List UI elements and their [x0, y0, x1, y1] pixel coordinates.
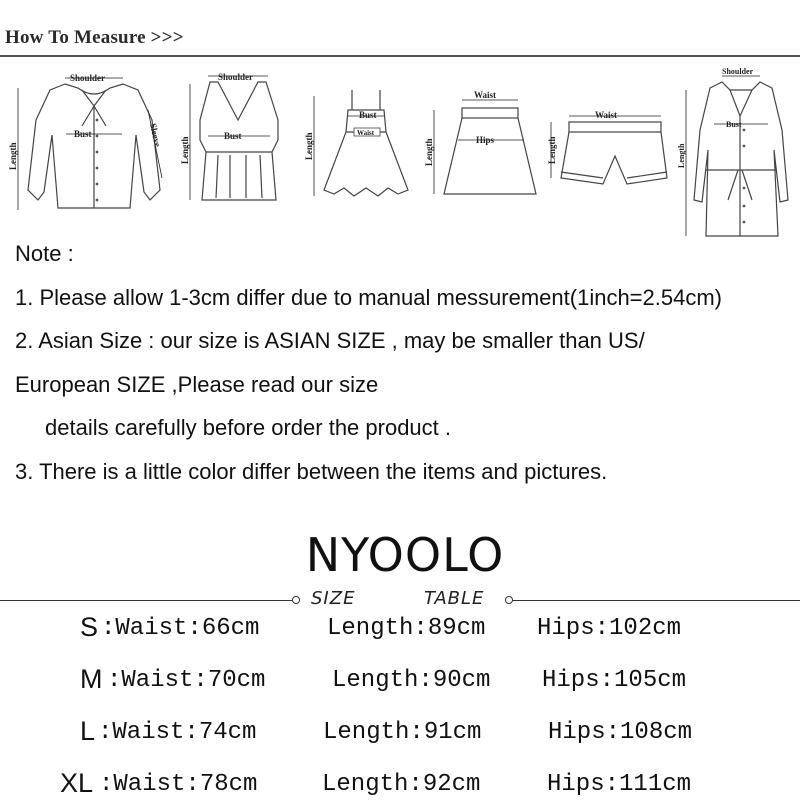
figure-dress	[304, 60, 419, 220]
size-length: Length:90cm	[332, 667, 491, 694]
note-line-4: details carefully before order the product .	[45, 415, 452, 440]
size-code: L	[80, 716, 96, 746]
blouse-illustration	[10, 60, 170, 220]
size-row-l	[0, 716, 800, 756]
vest-illustration	[178, 60, 298, 220]
size-hips: Hips:111cm	[547, 771, 692, 798]
header-divider	[0, 55, 800, 57]
figure-blouse	[10, 60, 170, 220]
figure-skirt	[424, 60, 539, 220]
size-hips: Hips:108cm	[548, 719, 693, 746]
note-line-1: 1. Please allow 1-3cm differ due to manual messurement(1inch=2.54cm)	[15, 284, 722, 310]
label-bust: Bust	[224, 131, 242, 141]
label-shoulder: Shoulder	[218, 72, 254, 82]
size-waist: :Waist:70cm	[107, 667, 266, 694]
dress-illustration	[304, 60, 419, 220]
size-code: XL	[60, 768, 94, 798]
figure-shorts	[543, 60, 673, 220]
table-divider-right	[512, 600, 800, 601]
label-bust: Bust	[359, 110, 377, 120]
measure-header	[0, 0, 800, 60]
label-sleeve: Sleeve	[148, 122, 163, 148]
label-bust: Bust	[74, 129, 92, 139]
size-code: M	[80, 664, 103, 694]
size-hips: Hips:102cm	[537, 615, 682, 642]
size-waist: :Waist:74cm	[98, 719, 257, 746]
note-title: Note :	[15, 241, 74, 266]
label-shoulder: Shoulder	[722, 67, 754, 76]
figure-vest	[178, 60, 298, 220]
size-row-s	[0, 612, 800, 652]
size-waist: :Waist:78cm	[99, 771, 258, 798]
note-line-3: European SIZE ,Please read our size	[15, 371, 379, 397]
note-line-5: 3. There is a little color differ between the items and pictures.	[15, 458, 608, 484]
table-caption-size: SIZE	[311, 588, 356, 609]
note-line-2: 2. Asian Size : our size is ASIAN SIZE , may be smaller than US/	[15, 328, 645, 353]
size-length: Length:89cm	[327, 615, 486, 642]
label-waist: Waist	[357, 129, 375, 137]
label-length: Length	[8, 142, 18, 170]
label-waist: Waist	[474, 90, 497, 100]
label-length: Length	[304, 132, 314, 160]
measure-figures	[0, 60, 800, 240]
label-length: Length	[547, 136, 557, 164]
label-length: Length	[180, 136, 190, 164]
brand-name: NYOOLO	[305, 528, 505, 582]
notes-section	[15, 238, 800, 499]
size-row-xl	[0, 768, 800, 808]
measure-title: How To Measure >>>	[5, 27, 184, 48]
size-length: Length:92cm	[322, 771, 481, 798]
label-shoulder: Shoulder	[70, 73, 106, 83]
label-waist: Waist	[595, 110, 618, 120]
skirt-illustration	[424, 60, 539, 220]
label-length: Length	[677, 143, 686, 168]
divider-dot-left	[292, 596, 300, 604]
coat-illustration	[678, 60, 798, 245]
size-hips: Hips:105cm	[542, 667, 687, 694]
shorts-illustration	[543, 60, 673, 220]
size-length: Length:91cm	[323, 719, 482, 746]
size-waist: :Waist:66cm	[101, 615, 260, 642]
label-bust: Bust	[726, 120, 742, 129]
label-length: Length	[424, 138, 434, 166]
size-code: S	[80, 612, 99, 642]
table-divider-left	[0, 600, 292, 601]
size-row-m	[0, 664, 800, 704]
label-hips: Hips	[476, 135, 495, 145]
table-caption-table: TABLE	[424, 588, 485, 609]
figure-coat	[678, 60, 798, 245]
